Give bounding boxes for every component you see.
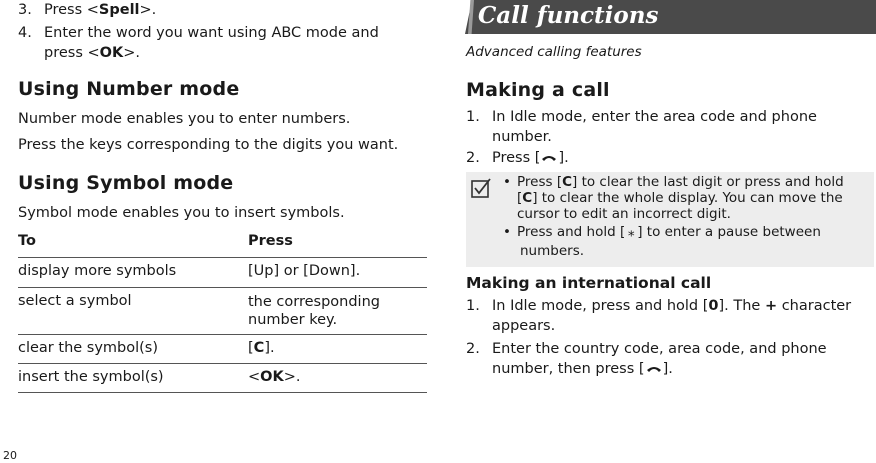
symbol-mode-para-1: Symbol mode enables you to insert symbols. xyxy=(18,205,345,221)
checkmark-note-icon xyxy=(470,178,494,200)
heading-number-mode: Using Number mode xyxy=(18,78,240,100)
step-number: 3. xyxy=(18,2,32,18)
table-header-press: Press xyxy=(248,233,293,249)
bullet: • xyxy=(503,174,511,190)
key-c: C xyxy=(253,340,265,356)
symbol-table xyxy=(18,229,427,393)
number-mode-para-1: Number mode enables you to enter numbers. xyxy=(18,111,351,127)
key-spell: Spell xyxy=(98,2,140,18)
heading-symbol-mode: Using Symbol mode xyxy=(18,172,234,194)
table-row: select a symbol the corresponding number key. xyxy=(18,288,427,335)
heading-making-a-call: Making a call xyxy=(466,79,610,101)
step-text: Press < xyxy=(44,2,99,18)
section-title: Call functions xyxy=(478,2,659,29)
key-ok: OK xyxy=(99,45,124,61)
table-row: display more symbols [Up] or [Down]. xyxy=(18,258,427,288)
section-subtitle: Advanced calling features xyxy=(466,44,642,60)
table-row: clear the symbol(s) [C]. xyxy=(18,335,427,364)
table-header-to: To xyxy=(18,233,36,249)
table-header-row xyxy=(18,229,427,258)
asterisk-key-icon: ⁎ xyxy=(627,224,635,240)
page-number: 20 xyxy=(3,449,17,462)
number-mode-para-2: Press the keys corresponding to the digits you want. xyxy=(18,137,399,153)
table-row: insert the symbol(s) <OK>. xyxy=(18,364,427,393)
step-text: Enter the word you want using ABC mode and xyxy=(44,25,379,41)
send-key-icon xyxy=(540,152,558,164)
send-key-icon xyxy=(645,363,663,375)
heading-international-call: Making an international call xyxy=(466,274,712,292)
step-number: 4. xyxy=(18,25,32,41)
key-ok: OK xyxy=(260,369,284,385)
bullet: • xyxy=(503,224,511,240)
